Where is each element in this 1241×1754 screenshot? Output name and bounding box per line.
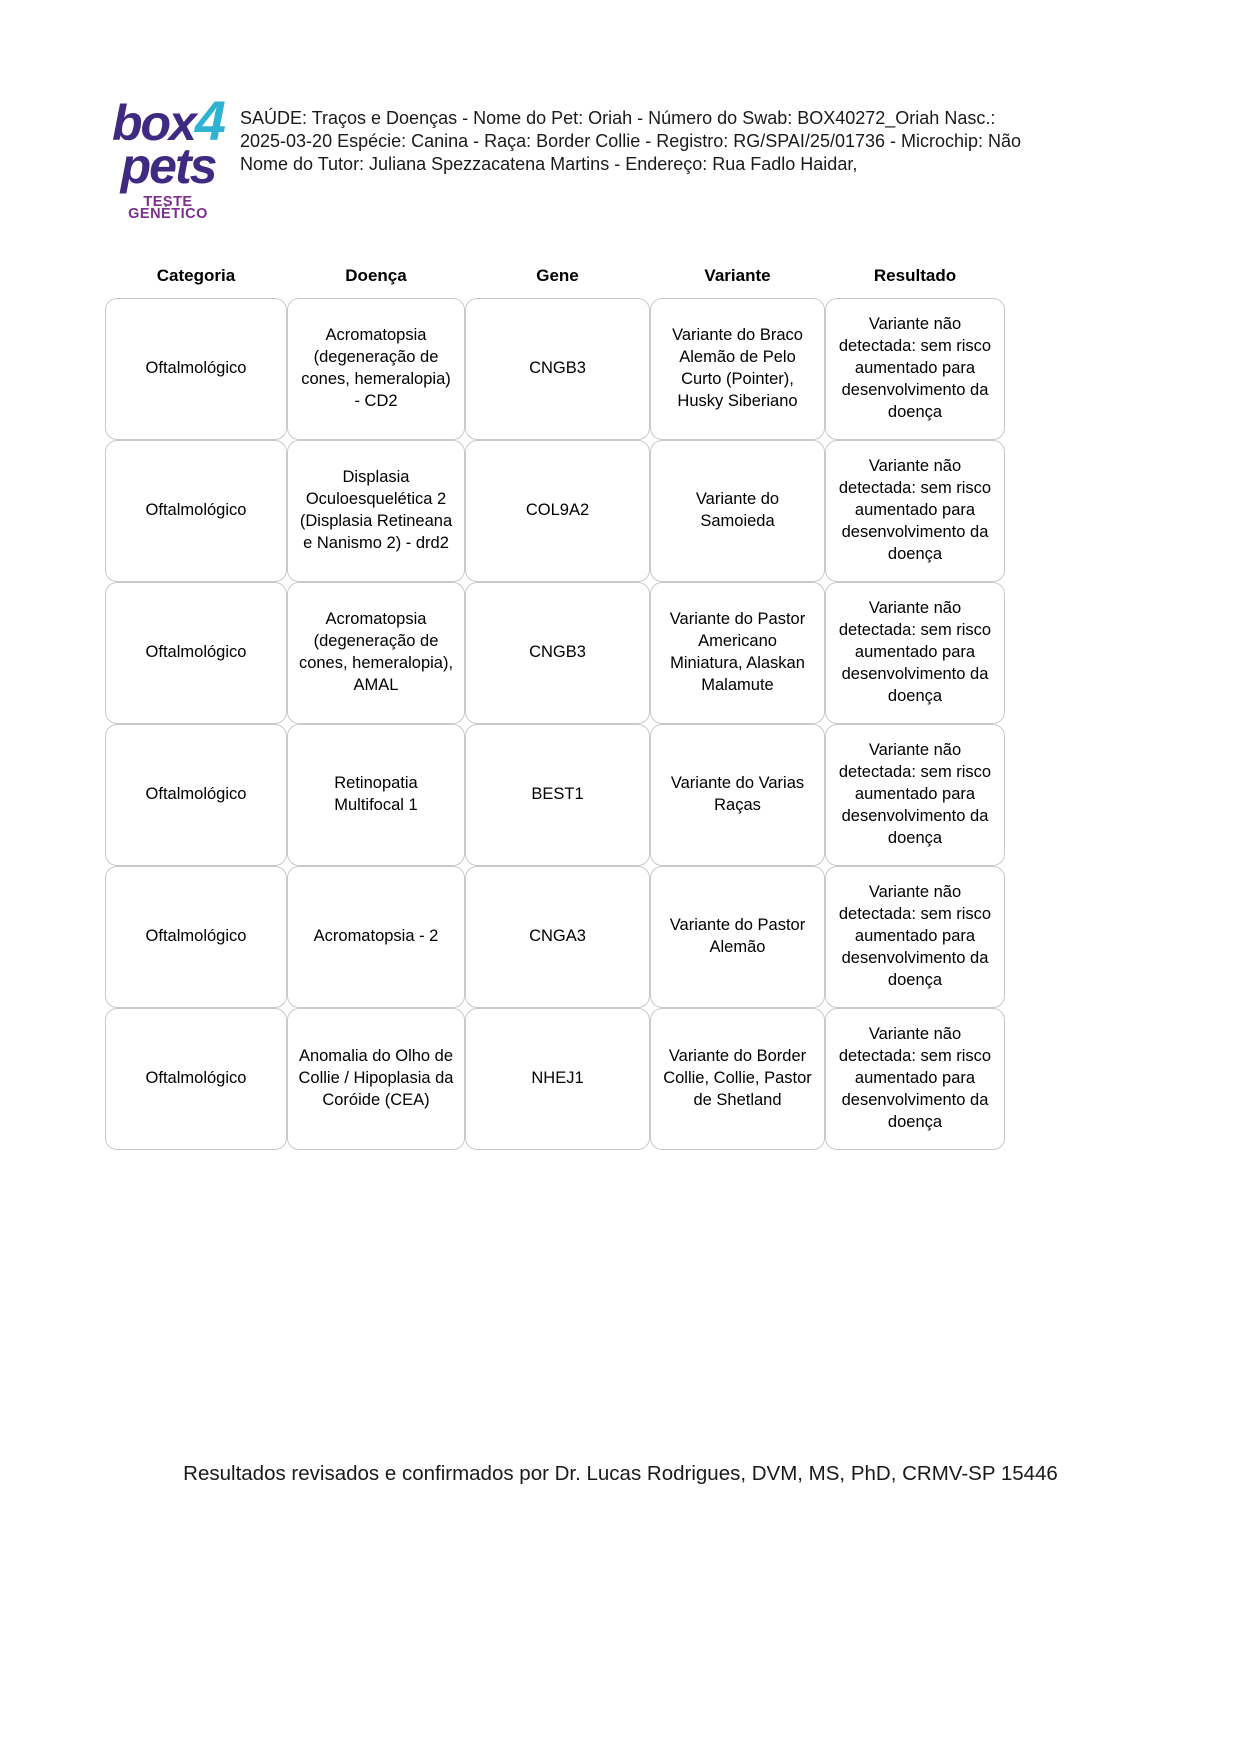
cell-categoria: Oftalmológico (105, 582, 287, 724)
cell-categoria: Oftalmológico (105, 1008, 287, 1150)
cell-doenca: Displasia Oculoesquelética 2 (Displasia Retineana e Nanismo 2) - drd2 (287, 440, 465, 582)
results-table (105, 258, 1005, 1150)
cell-categoria: Oftalmológico (105, 866, 287, 1008)
table-row (105, 724, 1005, 866)
cell-doenca: Acromatopsia (degeneração de cones, hemeralopia) - CD2 (287, 298, 465, 440)
column-header-gene: Gene (536, 266, 579, 285)
reviewer-confirmation-note: Resultados revisados e confirmados por Dr. Lucas Rodrigues, DVM, MS, PhD, CRMV-SP 15446 (183, 1462, 1058, 1485)
logo-wordmark (103, 89, 233, 222)
logo-word-pets: pets (120, 138, 216, 194)
cell-doenca: Acromatopsia - 2 (287, 866, 465, 1008)
cell-resultado: Variante não detectada: sem risco aumentado para desenvolvimento da doença (825, 1008, 1005, 1150)
pet-info-header: SAÚDE: Traços e Doenças - Nome do Pet: Oriah - Número do Swab: BOX40272_Oriah Nasc.: 2025-03-20 Espécie: Canina - Raça: Border Collie - Registro: RG/SPAI/25/01736 - Microchip: Não Nome do Tutor: Juliana Spezzacatena Martins - Endereço: Rua Fadlo Haidar, (240, 108, 1022, 174)
cell-doenca: Acromatopsia (degeneração de cones, hemeralopia), AMAL (287, 582, 465, 724)
cell-resultado: Variante não detectada: sem risco aumentado para desenvolvimento da doença (825, 582, 1005, 724)
column-header-variante: Variante (704, 266, 771, 285)
cell-gene: BEST1 (465, 724, 650, 866)
cell-gene: CNGB3 (465, 582, 650, 724)
cell-gene: CNGB3 (465, 298, 650, 440)
column-header-resultado: Resultado (873, 266, 957, 285)
cell-variante: Variante do Samoieda (650, 440, 825, 582)
cell-gene: NHEJ1 (465, 1008, 650, 1150)
table-row (105, 1008, 1005, 1150)
cell-categoria: Oftalmológico (105, 298, 287, 440)
cell-doenca: Retinopatia Multifocal 1 (287, 724, 465, 866)
cell-variante: Variante do Pastor Americano Miniatura, Alaskan Malamute (650, 582, 825, 724)
cell-categoria: Oftalmológico (105, 440, 287, 582)
cell-variante: Variante do Braco Alemão de Pelo Curto (Pointer), Husky Siberiano (650, 298, 825, 440)
logo-word-box: box (111, 95, 195, 151)
cell-doenca: Anomalia do Olho de Collie / Hipoplasia da Coróide (CEA) (287, 1008, 465, 1150)
cell-resultado: Variante não detectada: sem risco aumentado para desenvolvimento da doença (825, 440, 1005, 582)
cell-resultado: Variante não detectada: sem risco aumentado para desenvolvimento da doença (825, 298, 1005, 440)
logo-digit-4: 4 (194, 89, 225, 152)
cell-resultado: Variante não detectada: sem risco aumentado para desenvolvimento da doença (825, 866, 1005, 1008)
table-row (105, 440, 1005, 582)
table-row (105, 866, 1005, 1008)
cell-variante: Variante do Varias Raças (650, 724, 825, 866)
cell-variante: Variante do Pastor Alemão (650, 866, 825, 1008)
cell-gene: COL9A2 (465, 440, 650, 582)
box4pets-logo (103, 89, 233, 222)
cell-gene: CNGA3 (465, 866, 650, 1008)
column-header-categoria: Categoria (156, 266, 236, 285)
table-header-row (105, 258, 1005, 296)
column-header-doenca: Doença (345, 266, 407, 285)
table-row (105, 298, 1005, 440)
logo-tagline: TESTE GENÉTICO (128, 194, 208, 222)
cell-categoria: Oftalmológico (105, 724, 287, 866)
cell-variante: Variante do Border Collie, Collie, Pastor de Shetland (650, 1008, 825, 1150)
table-row (105, 582, 1005, 724)
cell-resultado: Variante não detectada: sem risco aumentado para desenvolvimento da doença (825, 724, 1005, 866)
